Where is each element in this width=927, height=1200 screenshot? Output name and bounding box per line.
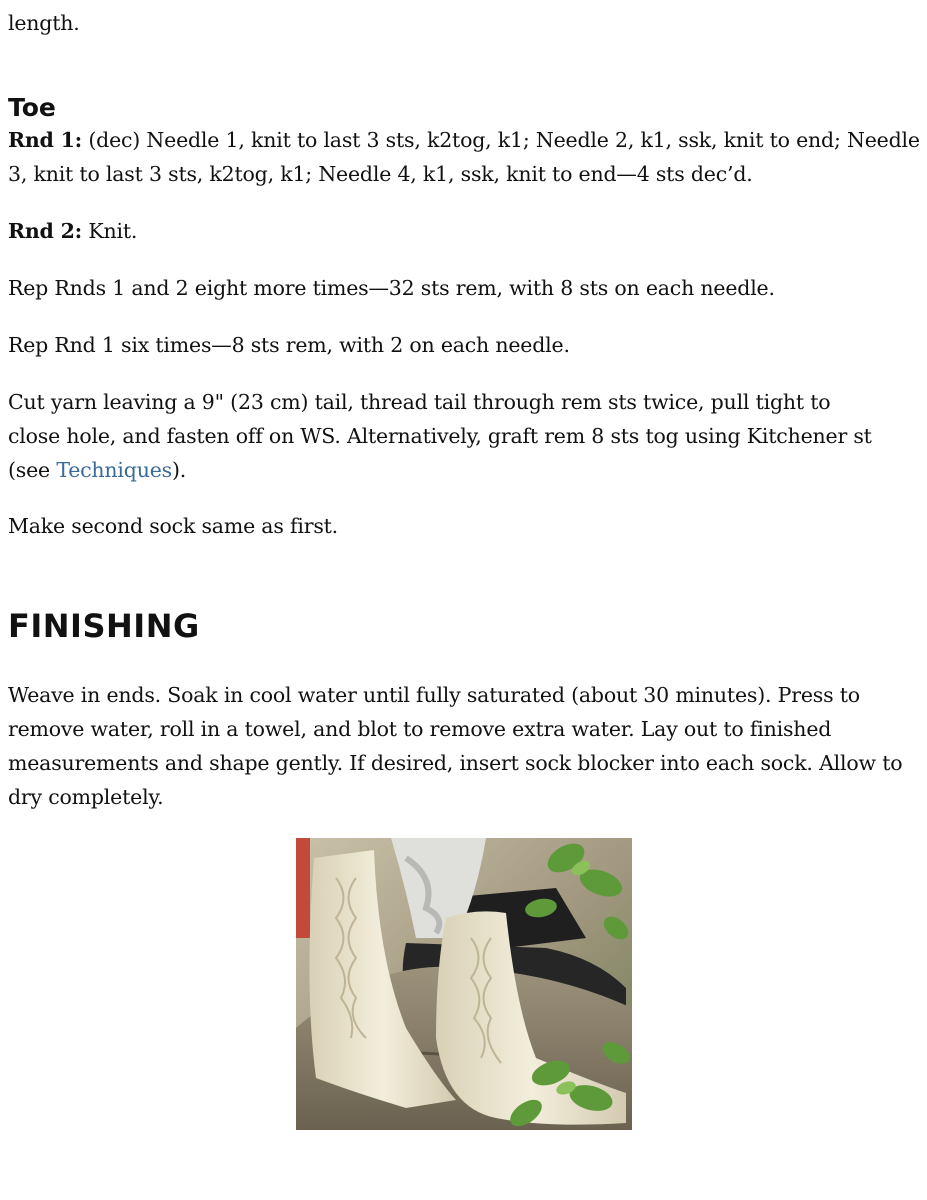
- rnd2-text: Knit.: [82, 219, 138, 243]
- repeat-rnd1-paragraph: Rep Rnd 1 six times—8 sts rem, with 2 on each needle.: [8, 333, 570, 357]
- sock-photo: [296, 838, 632, 1130]
- rnd2-label: Rnd 2:: [8, 219, 83, 243]
- rnd1-label: Rnd 1:: [8, 128, 83, 152]
- cut-yarn-paragraph: [8, 385, 888, 487]
- continuation-text: length.: [8, 11, 80, 35]
- techniques-link[interactable]: Techniques: [56, 458, 172, 482]
- toe-heading: Toe: [8, 93, 56, 122]
- rnd1-paragraph: [8, 123, 920, 191]
- sock-photo-icon: [296, 838, 632, 1130]
- cut-yarn-end: ).: [171, 458, 187, 482]
- repeat-rounds-paragraph: Rep Rnds 1 and 2 eight more times—32 sts rem, with 8 sts on each needle.: [8, 276, 775, 300]
- cut-yarn-text: Cut yarn leaving a 9" (23 cm) tail, thread tail through rem sts twice, pull tight to close hole, and fasten off on WS. Alternatively, graft rem 8 sts tog using Kitchener st (see: [8, 390, 872, 482]
- finishing-paragraph: Weave in ends. Soak in cool water until fully saturated (about 30 minutes). Press to remove water, roll in a towel, and blot to remove extra water. Lay out to finished measurements and shape gently. If desired, insert sock blocker into each sock. Allow to dry completely.: [8, 683, 903, 809]
- second-sock-paragraph: Make second sock same as first.: [8, 514, 338, 538]
- finishing-heading: FINISHING: [8, 607, 200, 645]
- rnd1-text: (dec) Needle 1, knit to last 3 sts, k2tog, k1; Needle 2, k1, ssk, knit to end; Needle 3, knit to last 3 sts, k2tog, k1; Needle 4, k1, ssk, knit to end—4 sts dec’d.: [8, 128, 920, 186]
- rnd2-paragraph: [8, 214, 137, 248]
